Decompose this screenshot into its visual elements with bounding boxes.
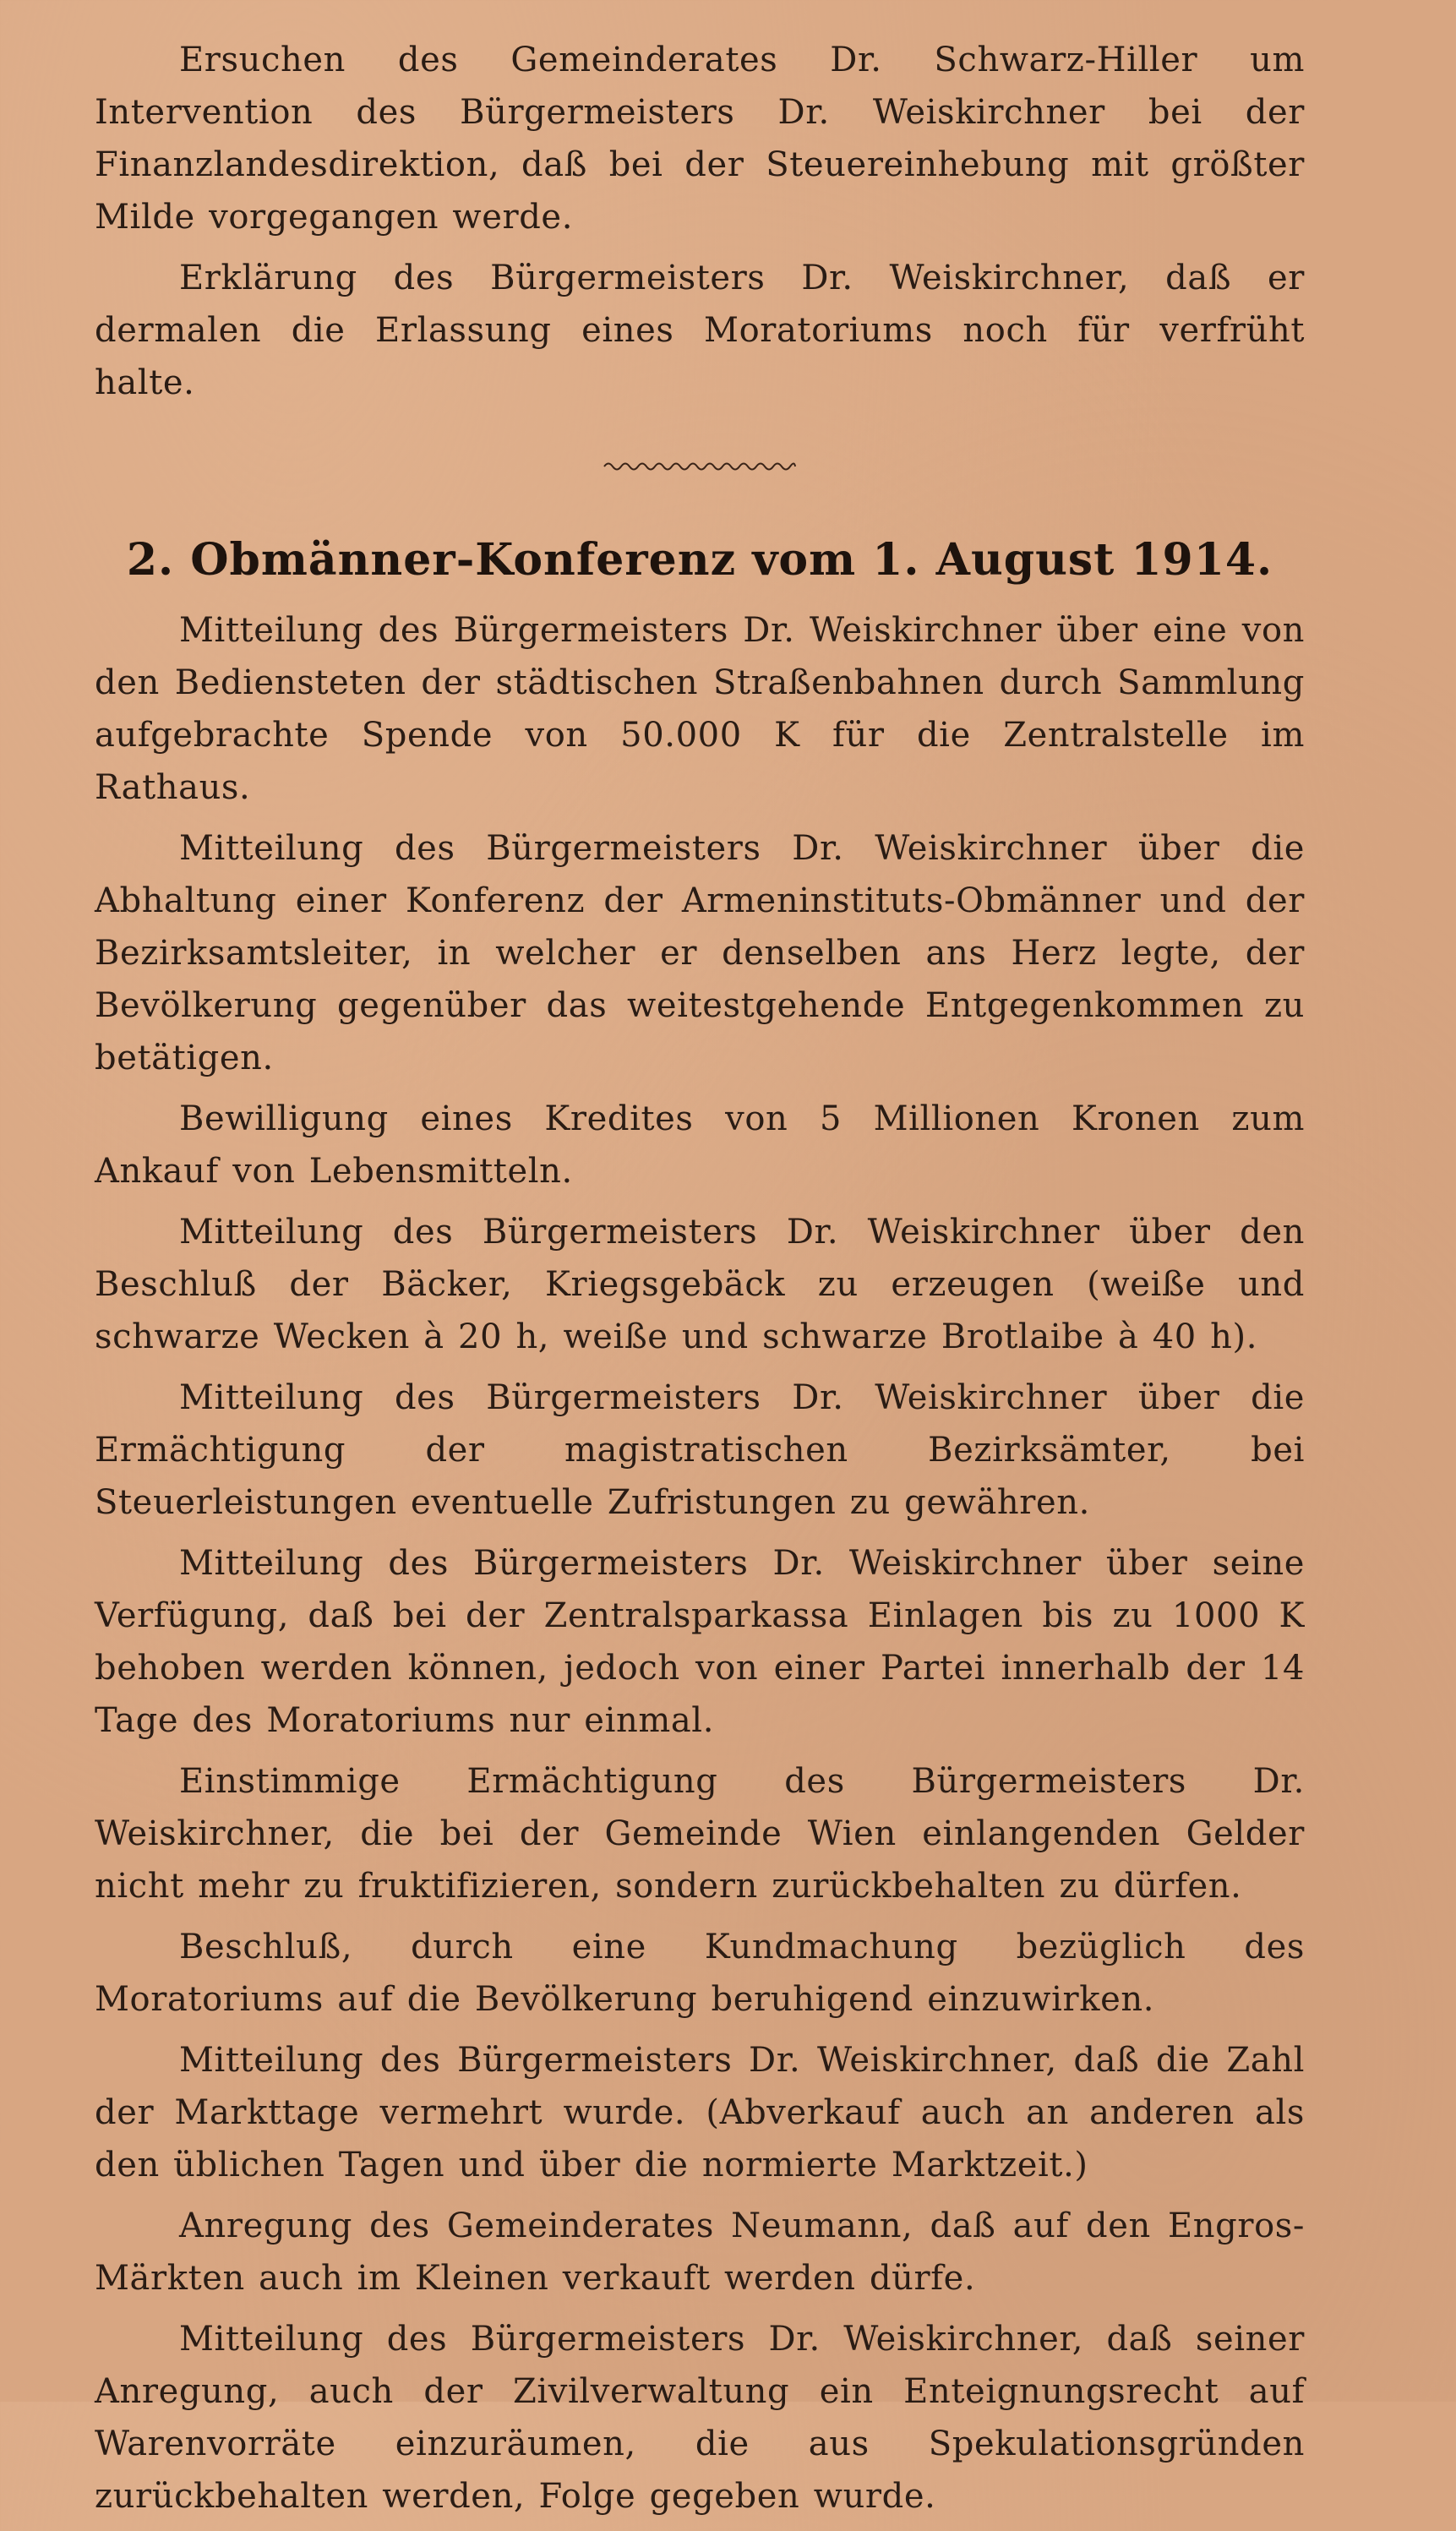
intro-paragraph-1: Ersuchen des Gemeinderates Dr. Schwarz-Hiller um Intervention des Bürgermeisters Dr. Weiskirchner bei der Finanzlandesdirektion, daß bei der Steuereinhebung mit größter Milde vorgegangen werde. [95, 41, 1305, 237]
section-heading: 2. Obmänner-Konferenz vom 1. August 1914. [126, 534, 1273, 586]
section-paragraph-2: Mitteilung des Bürgermeisters Dr. Weiskirchner über die Abhaltung einer Konferenz der Armeninstituts-Obmänner und der Bezirksamtsleiter, in welcher er denselben ans Herz legte, der Bevölkerung gegenüber das weitestgehende Entgegenkommen zu betätigen. [95, 829, 1305, 1077]
section-paragraph-9: Mitteilung des Bürgermeisters Dr. Weiskirchner, daß die Zahl der Markttage vermehrt wurde. (Abverkauf auch an anderen als den üblichen Tagen und über die normierte Marktzeit.) [95, 2041, 1305, 2185]
section-paragraph-8: Beschluß, durch eine Kundmachung bezüglich des Moratoriums auf die Bevölkerung beruhigend einzuwirken. [95, 1928, 1305, 2019]
section-paragraph-5: Mitteilung des Bürgermeisters Dr. Weiskirchner über die Ermächtigung der magistratischen Bezirksämter, bei Steuerleistungen eventuelle Zufristungen zu gewähren. [95, 1378, 1305, 1522]
intro-paragraph-2: Erklärung des Bürgermeisters Dr. Weiskirchner, daß er dermalen die Erlassung eines Moratoriums noch für verfrüht halte. [95, 259, 1305, 402]
document-page [95, 34, 1305, 2531]
wavy-divider [603, 458, 797, 475]
section-paragraph-1: Mitteilung des Bürgermeisters Dr. Weiskirchner über eine von den Bediensteten der städtischen Straßenbahnen durch Sammlung aufgebrachte Spende von 50.000 K für die Zentralstelle im Rathaus. [95, 611, 1305, 807]
section-paragraph-10: Anregung des Gemeinderates Neumann, daß auf den Engros-Märkten auch im Kleinen verkauft werden dürfe. [95, 2206, 1305, 2298]
section-paragraph-11: Mitteilung des Bürgermeisters Dr. Weiskirchner, daß seiner Anregung, auch der Zivilverwaltung ein Enteignungsrecht auf Warenvorräte einzuräumen, die aus Spekulationsgründen zurückbehalten werden, Folge gegeben wurde. [95, 2320, 1305, 2516]
section-paragraph-6: Mitteilung des Bürgermeisters Dr. Weiskirchner über seine Verfügung, daß bei der Zentralsparkassa Einlagen bis zu 1000 K behoben werden können, jedoch von einer Partei innerhalb der 14 Tage des Moratoriums nur einmal. [95, 1544, 1305, 1740]
section-paragraph-4: Mitteilung des Bürgermeisters Dr. Weiskirchner über den Beschluß der Bäcker, Kriegsgebäck zu erzeugen (weiße und schwarze Wecken à 20 h, weiße und schwarze Brotlaibe à 40 h). [95, 1213, 1305, 1356]
section-paragraph-3: Bewilligung eines Kredites von 5 Millionen Kronen zum Ankauf von Lebensmitteln. [95, 1099, 1305, 1191]
section-paragraph-7: Einstimmige Ermächtigung des Bürgermeisters Dr. Weiskirchner, die bei der Gemeinde Wien einlangenden Gelder nicht mehr zu fruktifizieren, sondern zurückbehalten zu dürfen. [95, 1762, 1305, 1906]
